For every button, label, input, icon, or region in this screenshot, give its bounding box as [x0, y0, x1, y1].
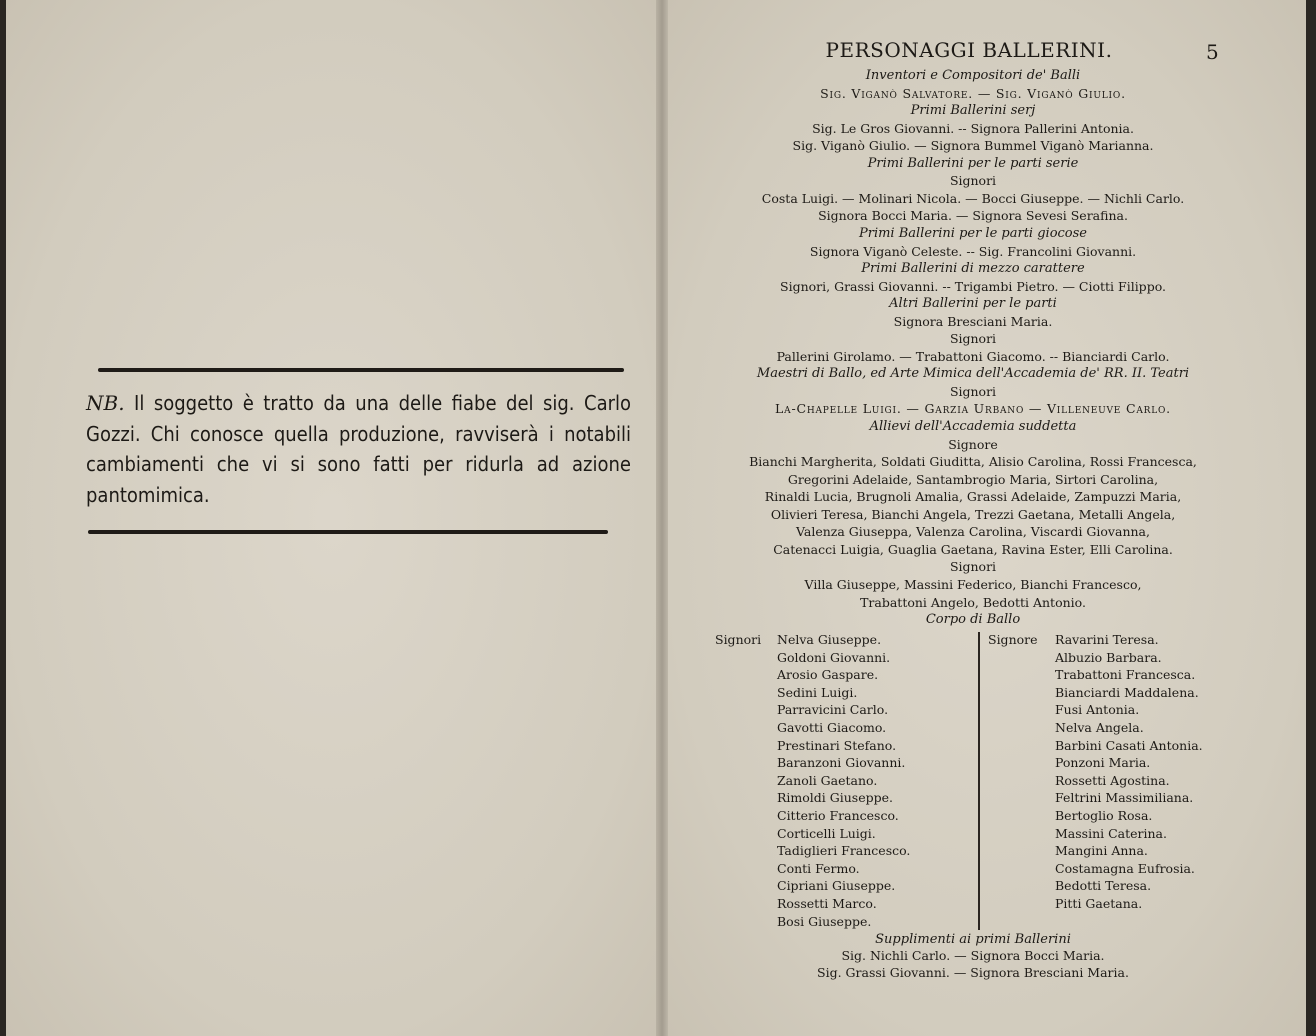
dancer-name: Cipriani Giuseppe.: [777, 878, 896, 894]
dancer-name: Nelva Giuseppe.: [777, 632, 882, 647]
dancer-name: Albuzio Barbara.: [1055, 649, 1162, 665]
list-item: [715, 754, 910, 772]
dancer-name: Baranzoni Giovanni.: [777, 755, 906, 771]
section-heading: Primi Ballerini serj: [910, 103, 1036, 119]
list-item: [715, 719, 910, 737]
list-item: [715, 860, 910, 878]
cast-line: Pallerini Girolamo. — Trabattoni Giacomo. -- Bianciardi Carlo.: [776, 348, 1170, 364]
cast-line: Signori: [949, 331, 997, 347]
dancer-name: Conti Fermo.: [777, 860, 860, 876]
dancer-name: Bertoglio Rosa.: [1055, 807, 1153, 823]
section-heading: Primi Ballerini di mezzo carattere: [861, 261, 1085, 277]
dancer-name: Goldoni Giovanni.: [777, 649, 891, 665]
dancer-name: Tadiglieri Francesco.: [777, 843, 911, 859]
list-item: [988, 825, 1203, 843]
cast-line: Bianchi Margherita, Soldati Giuditta, Alisio Carolina, Rossi Francesca,: [749, 454, 1197, 470]
list-item: [715, 789, 910, 807]
section-heading: Allievi dell'Accademia suddetta: [869, 419, 1077, 434]
section-heading: Corpo di Ballo: [925, 612, 1021, 628]
list-item: [988, 807, 1203, 825]
cast-line: Rinaldi Lucia, Brugnoli Amalia, Grassi Adelaide, Zampuzzi Maria,: [764, 489, 1182, 505]
dancer-name: Nelva Angela.: [1055, 719, 1144, 735]
cast-line: Signora Bresciani Maria.: [893, 313, 1053, 329]
top-rule: [98, 368, 624, 372]
dancer-name: Rossetti Marco.: [777, 895, 877, 911]
cast-line: Costa Luigi. — Molinari Nicola. — Bocci Giuseppe. — Nichli Carlo.: [761, 190, 1185, 206]
list-item: [715, 842, 910, 860]
supplementi-heading: Supplimenti ai primi Ballerini: [875, 932, 1071, 947]
list-item: [715, 649, 910, 667]
note-label: NB.: [86, 391, 125, 415]
cast-line: Signori, Grassi Giovanni. -- Trigambi Pietro. — Ciotti Filippo.: [780, 278, 1166, 294]
dancer-name: Gavotti Giacomo.: [777, 719, 887, 735]
cast-line: Signora Bocci Maria. — Signora Sevesi Serafina.: [818, 208, 1128, 224]
dancer-name: Zanoli Gaetano.: [777, 772, 878, 788]
list-item: [988, 860, 1203, 878]
bottom-rule: [88, 530, 608, 534]
dancer-name: Ponzoni Maria.: [1055, 755, 1151, 771]
list-item: [715, 701, 910, 719]
list-item: [988, 684, 1203, 702]
list-item: [715, 877, 910, 895]
list-item: [988, 842, 1203, 860]
section-heading: Inventori e Compositori de' Balli: [865, 68, 1081, 83]
column-divider: [978, 632, 980, 930]
list-item: [715, 684, 910, 702]
list-item: [715, 807, 910, 825]
dancer-name: Pitti Gaetana.: [1055, 895, 1143, 911]
corpo-signori-column: [715, 631, 910, 930]
cast-line: Gregorini Adelaide, Santambrogio Maria, Sirtori Carolina,: [787, 471, 1159, 487]
dancer-name: Fusi Antonia.: [1055, 702, 1140, 718]
cast-line: Signori: [949, 383, 997, 399]
cast-line: Sig. Viganò Giulio. — Signora Bummel Viganò Marianna.: [792, 138, 1154, 154]
cast-line: Sig. Le Gros Giovanni. -- Signora Pallerini Antonia.: [812, 120, 1134, 136]
list-item: [988, 719, 1203, 737]
list-item: [715, 666, 910, 684]
list-item: [988, 754, 1203, 772]
dancer-name: Citterio Francesco.: [777, 807, 899, 823]
book-gutter: [656, 0, 668, 1036]
section-heading: Primi Ballerini per le parti giocose: [858, 225, 1087, 241]
list-item: [988, 701, 1203, 719]
cast-line: Sig. Viganò Salvatore. — Sig. Viganò Giulio.: [820, 85, 1126, 101]
supplementi-line: Sig. Grassi Giovanni. — Signora Bresciani Maria.: [817, 965, 1129, 980]
left-page: [6, 0, 656, 1036]
list-item: [988, 772, 1203, 790]
dancer-name: Costamagna Eufrosia.: [1055, 860, 1195, 876]
list-item: [715, 737, 910, 755]
section-heading: Primi Ballerini per le parti serie: [867, 155, 1079, 171]
list-item: [715, 772, 910, 790]
cast-line: Signora Viganò Celeste. -- Sig. Francolini Giovanni.: [809, 243, 1137, 259]
dancer-name: Bedotti Teresa.: [1055, 878, 1152, 894]
dancer-name: Bosi Giuseppe.: [777, 913, 872, 929]
dancer-name: Trabattoni Francesca.: [1055, 667, 1196, 683]
cast-line: Valenza Giuseppa, Valenza Carolina, Viscardi Giovanna,: [796, 524, 1150, 540]
list-item: [988, 631, 1203, 649]
list-item: [715, 913, 910, 931]
supplementi-line: Sig. Nichli Carlo. — Signora Bocci Maria.: [841, 948, 1105, 963]
dancer-name: Barbini Casati Antonia.: [1055, 737, 1203, 753]
cast-line: Villa Giuseppe, Massini Federico, Bianchi Francesco,: [804, 576, 1142, 592]
list-item: [988, 666, 1203, 684]
dancer-name: Feltrini Massimiliana.: [1055, 790, 1194, 806]
list-item: [988, 649, 1203, 667]
list-item: [988, 877, 1203, 895]
note-text: Il soggetto è tratto da una delle fiabe del sig. Carlo Gozzi. Chi conosce quella produzione, ravviserà i notabili cambiamenti che vi si sono fatti per ridurla ad azione pantomimica.: [86, 391, 631, 507]
list-item: [988, 789, 1203, 807]
note-paragraph: [86, 388, 631, 510]
dancer-name: Corticelli Luigi.: [777, 825, 876, 841]
dancer-name: Massini Caterina.: [1055, 825, 1167, 841]
cast-line: Trabattoni Angelo, Bedotti Antonio.: [860, 594, 1086, 610]
dancer-name: Ravarini Teresa.: [1055, 632, 1159, 647]
list-item: [715, 631, 910, 649]
list-item: [715, 895, 910, 913]
cast-line: Signori: [949, 173, 997, 189]
page-number: 5: [1206, 40, 1219, 64]
dancer-name: Prestinari Stefano.: [777, 737, 897, 753]
page-title: PERSONAGGI BALLERINI.: [825, 38, 1113, 62]
cast-line: La-Chapelle Luigi. — Garzia Urbano — Villeneuve Carlo.: [775, 401, 1171, 417]
dancer-name: Mangini Anna.: [1055, 843, 1148, 859]
column-head: Signori: [715, 632, 762, 647]
dancer-name: Rossetti Agostina.: [1055, 772, 1170, 788]
cast-line: Signori: [949, 559, 997, 575]
column-head: Signore: [988, 632, 1038, 647]
dancer-name: Sedini Luigi.: [777, 684, 858, 700]
dancer-name: Parravicini Carlo.: [777, 702, 889, 718]
section-heading: Altri Ballerini per le parti: [889, 296, 1057, 312]
cast-line: Catenacci Luigia, Guaglia Gaetana, Ravina Ester, Elli Carolina.: [773, 541, 1173, 557]
list-item: [988, 895, 1203, 913]
dancer-name: Rimoldi Giuseppe.: [777, 790, 893, 806]
cast-line: Signore: [948, 436, 998, 452]
list-item: [715, 825, 910, 843]
section-heading: Maestri di Ballo, ed Arte Mimica dell'Accademia de' RR. II. Teatri: [756, 366, 1190, 382]
dancer-name: Arosio Gaspare.: [777, 667, 879, 683]
corpo-signore-column: [988, 631, 1203, 913]
list-item: [988, 737, 1203, 755]
dancer-name: Bianciardi Maddalena.: [1055, 684, 1199, 700]
cast-line: Olivieri Teresa, Bianchi Angela, Trezzi Gaetana, Metalli Angela,: [770, 506, 1176, 522]
